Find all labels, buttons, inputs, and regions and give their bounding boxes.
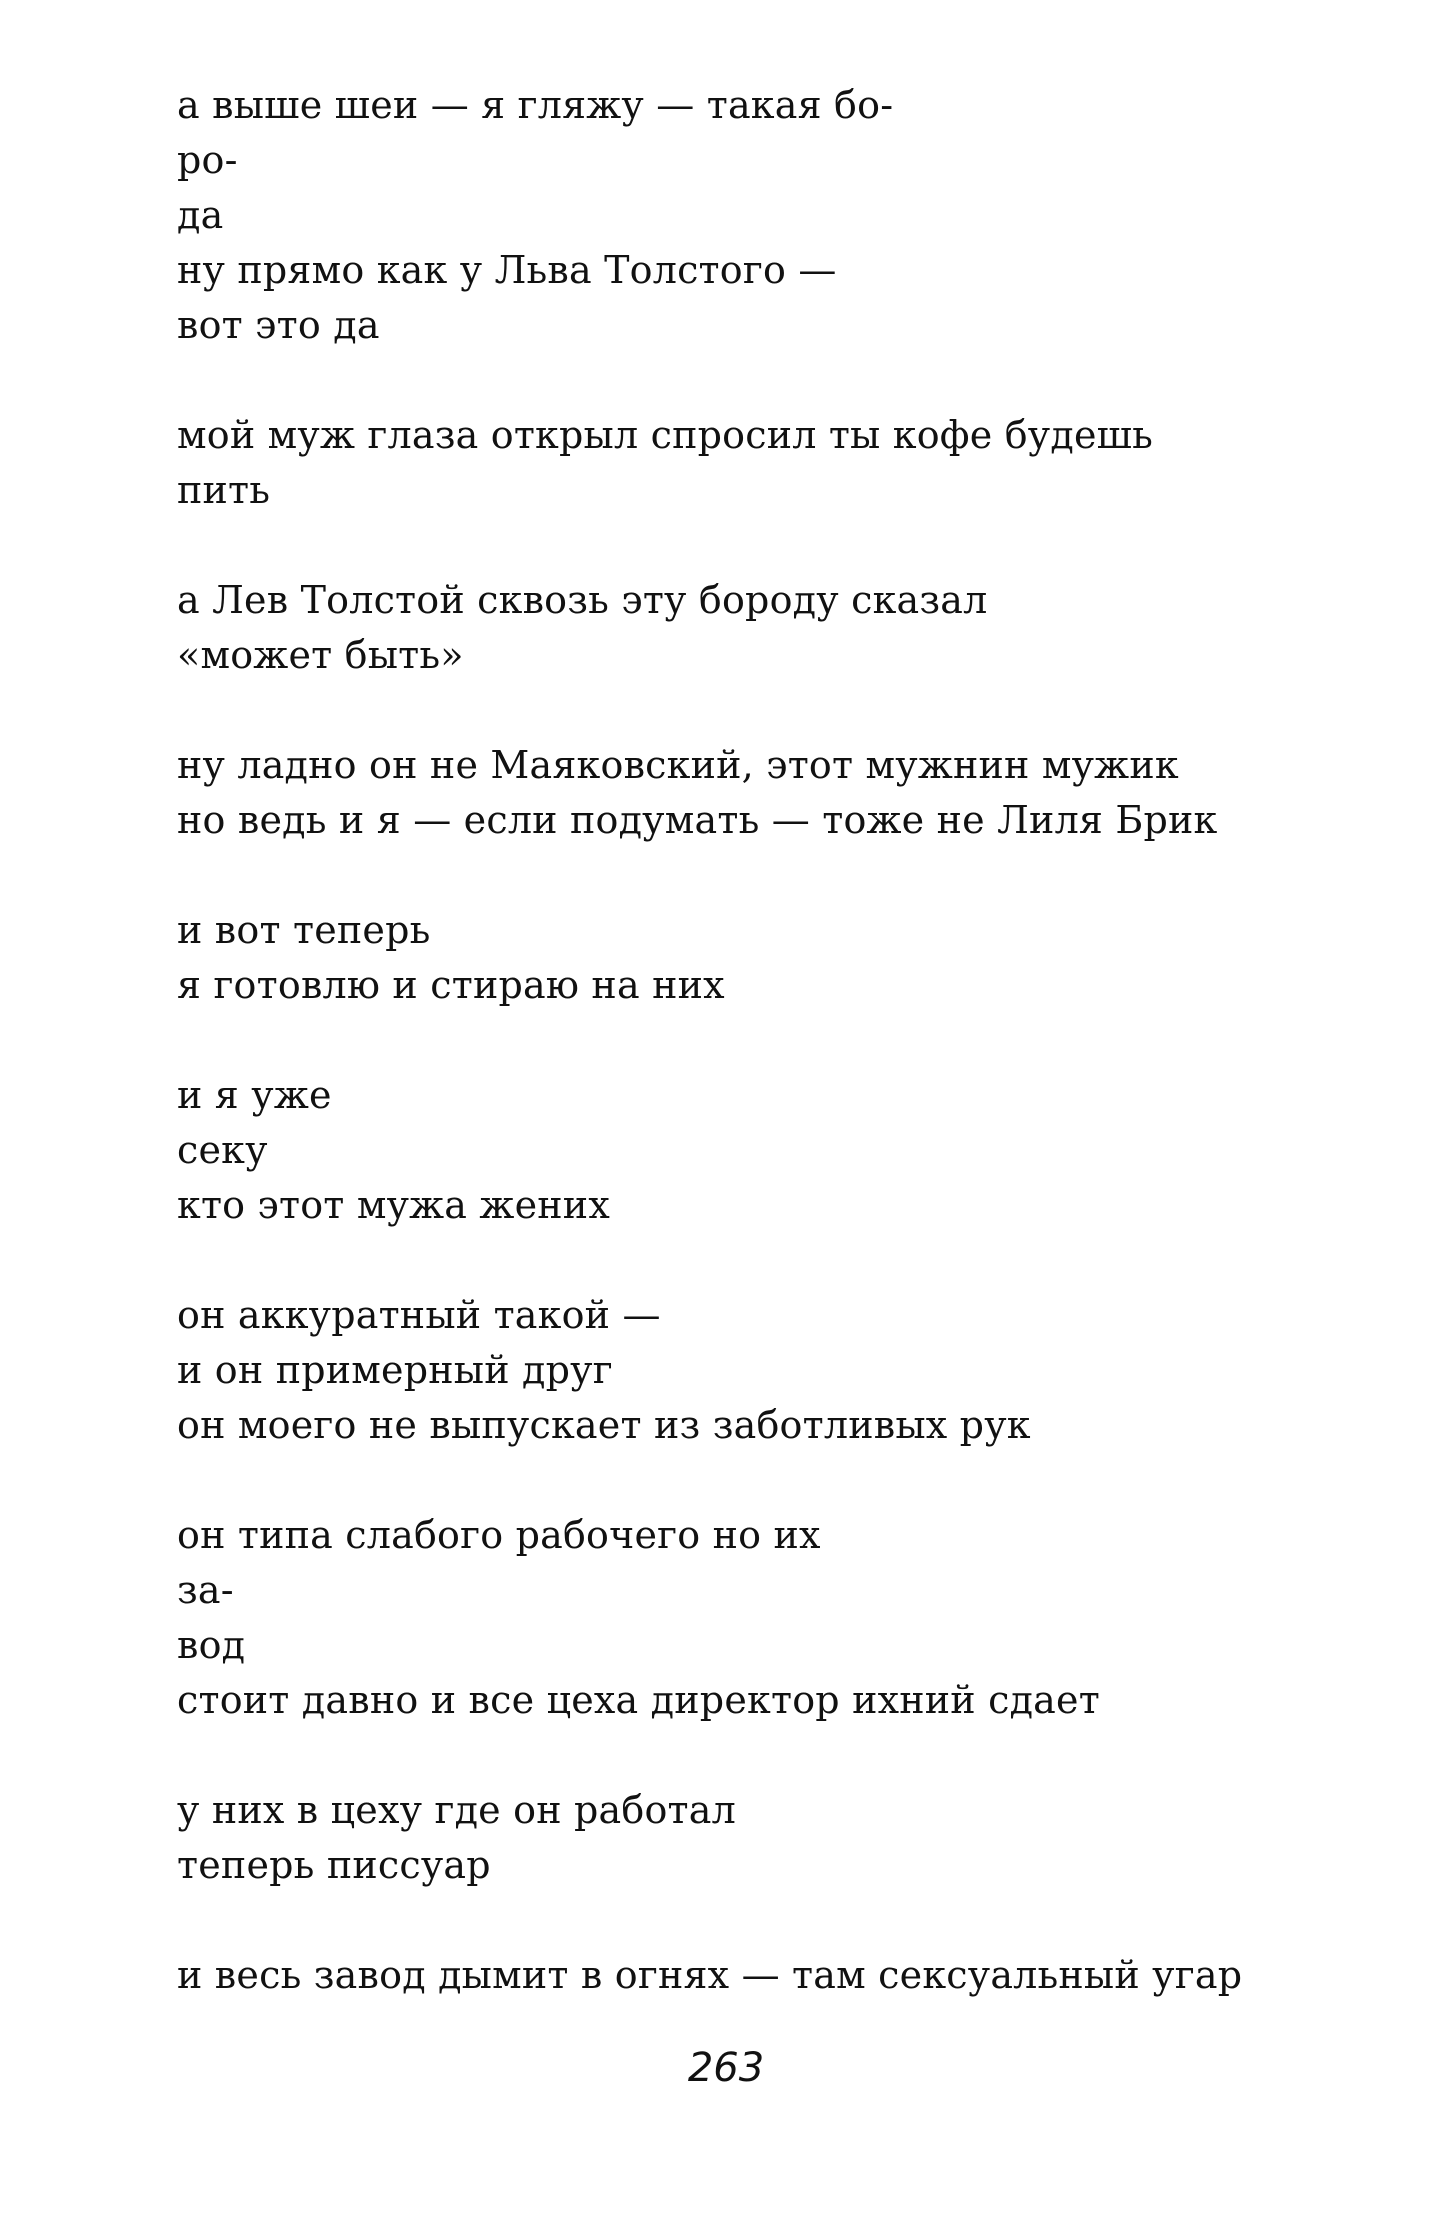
poem-line: а Лев Толстой сквозь эту бороду сказал	[177, 578, 988, 622]
poem-line: вод	[177, 1623, 246, 1667]
poem-line: у них в цеху где он работал	[177, 1788, 736, 1832]
stanza	[177, 903, 1357, 1013]
poem-line: а выше шеи — я гляжу — такая бо-	[177, 83, 894, 127]
poem-line: он моего не выпускает из заботливых рук	[177, 1403, 1031, 1447]
poem-line: ну прямо как у Льва Толстого —	[177, 248, 837, 292]
poem-line: я готовлю и стираю на них	[177, 963, 725, 1007]
stanza	[177, 1288, 1357, 1453]
poem-line: он типа слабого рабочего но их	[177, 1513, 821, 1557]
stanza	[177, 1783, 1357, 1893]
poem-line: вот это да	[177, 303, 380, 347]
poem-line: мой муж глаза открыл спросил ты кофе будешь	[177, 413, 1154, 457]
poem-line: да	[177, 193, 224, 237]
poem-line: «может быть»	[177, 633, 464, 677]
poem-line: секу	[177, 1128, 268, 1172]
stanza	[177, 573, 1357, 683]
stanza	[177, 738, 1357, 848]
poem-line: за-	[177, 1568, 234, 1612]
poem-line: и он примерный друг	[177, 1348, 613, 1392]
page-number: 263	[687, 2045, 765, 2091]
poem-line: стоит давно и все цеха директор ихний сдает	[177, 1678, 1100, 1722]
stanza	[177, 1508, 1357, 1728]
poem-line: ро-	[177, 138, 238, 182]
poem-line: и весь завод дымит в огнях — там сексуальный угар	[177, 1953, 1243, 1997]
poem-line: пить	[177, 468, 271, 512]
poem-line: но ведь и я — если подумать — тоже не Лиля Брик	[177, 798, 1218, 842]
poem-line: теперь писсуар	[177, 1843, 491, 1887]
poem-line: ну ладно он не Маяковский, этот мужнин мужик	[177, 743, 1179, 787]
poem-line: и вот теперь	[177, 908, 431, 952]
stanza	[177, 408, 1357, 518]
poem-line: кто этот мужа жених	[177, 1183, 610, 1227]
poem-line: он аккуратный такой —	[177, 1293, 661, 1337]
poem-text	[177, 78, 1357, 2058]
stanza	[177, 78, 1357, 353]
poem-line: и я уже	[177, 1073, 332, 1117]
stanza	[177, 1068, 1357, 1233]
stanza	[177, 1948, 1357, 2003]
